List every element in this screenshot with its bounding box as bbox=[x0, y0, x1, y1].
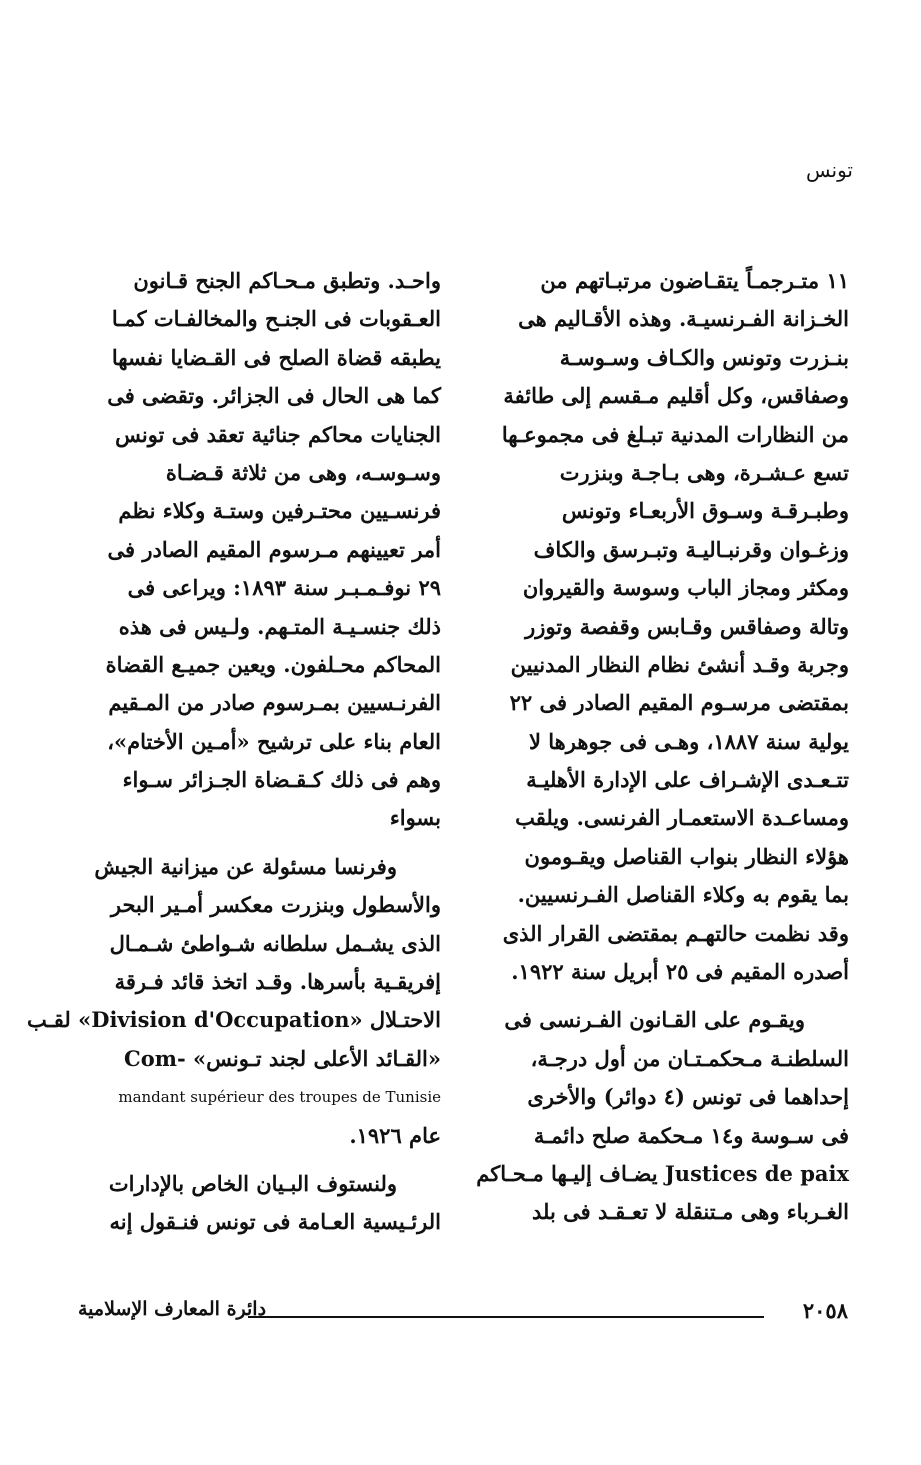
text-line: إفريقـية بأسرها. وقـد اتخذ قائد فـرقة bbox=[114, 969, 441, 995]
text-line: وسـوسـه، وهى من ثلاثة قـضـاة bbox=[165, 459, 441, 485]
text-line: وفرنسا مسئولة عن ميزانية الجيش bbox=[94, 853, 397, 879]
footer-rule bbox=[248, 1316, 764, 1318]
text-line: والأسطول وبنزرت معكسر أمـير البحر bbox=[110, 892, 441, 918]
text-line: السلطنـة مـحكمـتـان من أول درجـة، bbox=[530, 1045, 849, 1071]
text-line: ٢٩ نوفـمـبـر سنة ١٨٩٣: ويراعى فى bbox=[127, 575, 441, 601]
text-line: إحداهما فى تونس (٤ دوائر) والأخرى bbox=[527, 1084, 849, 1110]
text-line: بنـزرت وتونس والكـاف وسـوسـة bbox=[559, 344, 849, 370]
text-line: Justices de paix يضـاف إليـها مـحـاكم bbox=[476, 1160, 849, 1186]
publication-title: دائرة المعارف الإسلامية bbox=[78, 1298, 267, 1320]
text-line: يولية سنة ١٨٨٧، وهـى فى جوهرها لا bbox=[528, 728, 849, 754]
text-line: الرئـيسية العـامة فى تونس فنـقول إنه bbox=[109, 1209, 441, 1235]
text-line: ولنستوف البـيان الخاص بالإدارات bbox=[108, 1170, 397, 1196]
text-line: الفرنـسيين بمـرسوم صادر من المـقيم bbox=[108, 690, 441, 716]
text-line: وهم فى ذلك كـقـضاة الجـزائر سـواء bbox=[122, 767, 441, 793]
text-line: الذى يشـمل سلطانه شـواطئ شـمـال bbox=[109, 930, 441, 956]
text-line: العـقوبات فى الجنـح والمخالفـات كمـا bbox=[111, 306, 441, 332]
text-line: وقد نظمت حالتهـم بمقتضى القرار الذى bbox=[502, 920, 849, 946]
text-line: من النظارات المدنية تبـلغ فى مجموعـها bbox=[501, 421, 849, 447]
text-line: يطبقه قضاة الصلح فى القـضايا نفسها bbox=[111, 344, 441, 370]
text-line: ١١ متـرجمـاً يتقـاضون مرتبـاتهم من bbox=[540, 268, 849, 293]
text-line: بما يقوم به وكلاء القناصل الفـرنسيين. bbox=[517, 882, 849, 908]
page-footer bbox=[78, 1298, 848, 1328]
text-line: وزغـوان وقرنبـاليـة وتبـرسق والكاف bbox=[533, 536, 849, 562]
text-line: ومكثر ومجاز الباب وسوسة والقيروان bbox=[522, 575, 849, 601]
text-line: وجربة وقـد أنشئ نظام النظار المدنيين bbox=[510, 651, 849, 677]
text-line: واحـد. وتطبق مـحـاكم الجنح قـانون bbox=[133, 268, 441, 293]
text-line: وطبـرقـة وسـوق الأربعـاء وتونس bbox=[561, 498, 849, 524]
text-line: «القـائد الأعلى لجند تـونس» -Com bbox=[123, 1045, 441, 1071]
text-line: ومساعـدة الاستعمـار الفرنسى. ويلقب bbox=[515, 805, 849, 831]
text-line: الخـزانة الفـرنسيـة. وهذه الأقـاليم هى bbox=[518, 306, 849, 332]
text-line: هؤلاء النظار بنواب القناصل ويقـومون bbox=[524, 843, 849, 869]
page-number: ٢٠٥٨ bbox=[802, 1298, 848, 1323]
text-line: فى سـوسة و١٤ مـحكمة صلح دائمـة bbox=[533, 1122, 849, 1148]
text-line: كما هى الحال فى الجزائر. وتقضى فى bbox=[107, 383, 441, 409]
text-line: تتـعـدى الإشـراف على الإدارة الأهليـة bbox=[526, 767, 849, 793]
text-line: ويقـوم على القـانون الفـرنسى فى bbox=[504, 1007, 805, 1033]
text-line: أصدره المقيم فى ٢٥ أبريل سنة ١٩٢٢. bbox=[511, 959, 849, 985]
text-line: الاحتـلال «Division d'Occupation» لقـب bbox=[27, 1007, 441, 1033]
left-text-column bbox=[27, 262, 441, 1242]
text-line: وصفاقس، وكل أقليم مـقسم إلى طائفة bbox=[503, 383, 849, 409]
text-line: بسواء bbox=[389, 805, 441, 831]
text-line: فرنسـيين محتـرفين وستـة وكلاء نظم bbox=[118, 498, 441, 524]
text-line: الجنايات محاكم جنائية تعقد فى تونس bbox=[115, 421, 441, 447]
text-line: ذلك جنسـيـة المتـهم. ولـيس فى هذه bbox=[118, 613, 441, 639]
running-head: تونس bbox=[806, 158, 853, 182]
text-line: العام بناء على ترشيح «أمـين الأختام»، bbox=[107, 728, 441, 754]
text-line: المحاكم محـلفون. ويعين جميـع القضاة bbox=[105, 651, 441, 677]
text-line: تسع عـشـرة، وهى بـاجـة وبنزرت bbox=[559, 459, 849, 485]
text-line: الغـرباء وهى مـتنقلة لا تعـقـد فى بلد bbox=[532, 1199, 849, 1225]
text-line: بمقتضى مرسـوم المقيم الصادر فى ٢٢ bbox=[509, 690, 849, 716]
text-line: عام ١٩٢٦. bbox=[349, 1122, 441, 1148]
right-text-column bbox=[476, 262, 849, 1232]
text-line: أمر تعيينهم مـرسوم المقيم الصادر فى bbox=[107, 536, 441, 562]
text-line: وتالة وصفاقس وقـابس وقفصة وتوزر bbox=[525, 613, 849, 639]
text-line: mandant supérieur des troupes de Tunisie bbox=[118, 1088, 441, 1107]
